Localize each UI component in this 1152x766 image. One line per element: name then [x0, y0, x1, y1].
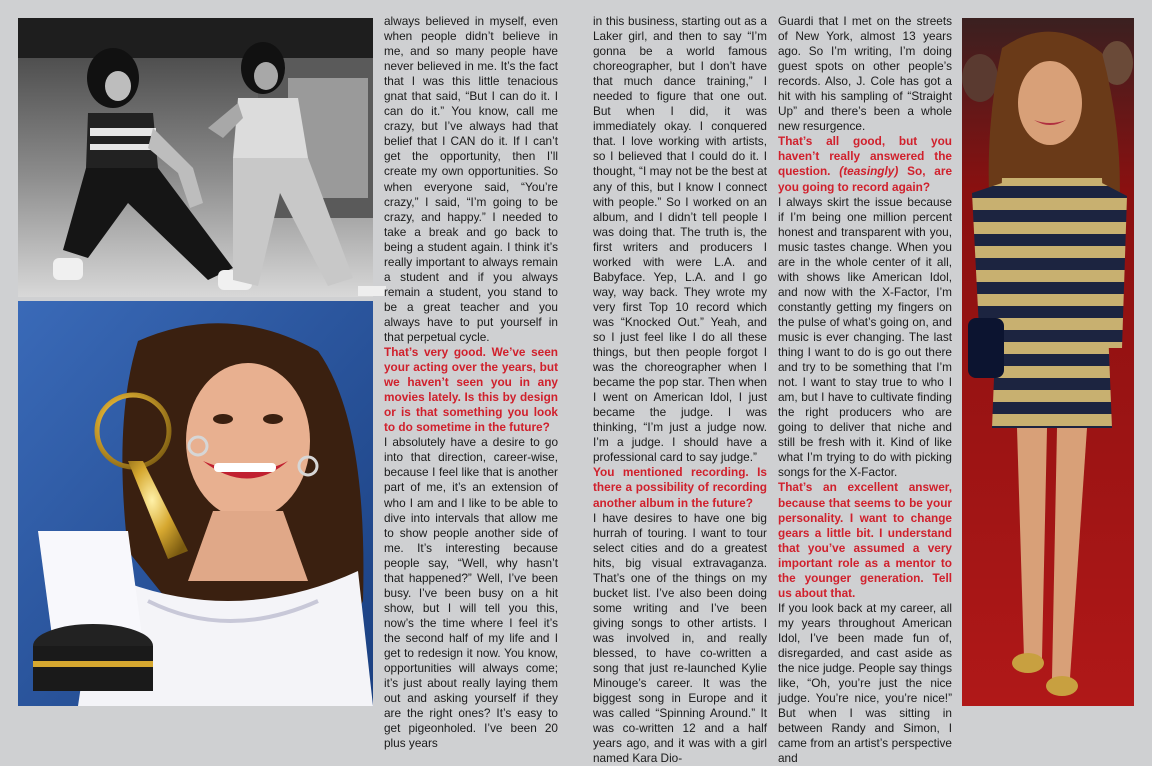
answer-paragraph: Guardi that I met on the streets of New York, almost 13 years ago. So I’m writing, I’m doing guest spots on other people’s records. Also, J. Cole has got a hit with his sampling of “Straight Up” and there’s been a whole new resurgence. — [778, 14, 952, 134]
question-paragraph: That’s all good, but you haven’t really answered the question. (teasingly) So, are you going to record again? — [778, 134, 953, 194]
aside-note: (teasingly) — [839, 164, 899, 179]
red-carpet-photo — [962, 18, 1134, 706]
text-column-2 — [593, 14, 767, 766]
text-column-3 — [778, 14, 953, 766]
answer-paragraph: I absolutely have a desire to go into that direction, career-wise, because I feel like that is another part of me, it’s an extension of who I am and I like to be able to dive into intervals that allow me to show people another side of me. It’s interesting because people say, “Well, why hasn’t that happened?” Well, I’ve been busy. I’ve been busy on a hit show, but I will tell you this, now’s the time where I feel it’s the second half of my life and I get to redesign it now. You know, opportunities will always come; it’s just about really laying them out and asking yourself if they are the right ones? It’s easy to get pigeonholed. I’ve been 20 plus years — [384, 435, 558, 751]
answer-paragraph: If you look back at my career, all my years throughout American Idol, I’ve been made fun of, disregarded, and cast aside as the nice judge. People say things like, “Oh, you’re just the nice judge. You’re nice, you’re nice!” But when I was sitting in between Randy and Simon, I came from an artist’s perspective and — [778, 600, 952, 766]
award-photo — [18, 301, 373, 706]
question-paragraph: You mentioned recording. Is there a possibility of recording another album in the future? — [593, 465, 767, 510]
dance-photo — [18, 18, 373, 297]
answer-paragraph: I always skirt the issue because if I’m being one million percent honest and transparent with you, music tastes change. When you are in the whole center of it all, with shows like American Idol, and now with the X-Factor, I’m constantly getting my fingers on the pulse of what’s going on, and music is ever changing. The last thing I want to do is go out there and try to be something that I’m not. I want to stay true to who I am, but I have to cultivate finding the right producers who are going to deliver that niche and still be fresh with it. Kind of like what I’m trying to do with picking songs for the X-Factor. — [778, 194, 952, 480]
question-paragraph: That’s an excellent answer, because that seems to be your personality. I want to change gears a little bit. I understand that you’ve assumed a very important role as a mentor to the younger generation. Tell us about that. — [778, 480, 952, 600]
answer-paragraph: in this business, starting out as a Laker girl, and then to say “I’m gonna be a world famous choreographer, but I don’t have that much dance training,” I needed to figure that one out. But when I did, it was immediately okay. I conquered that. I love working with artists, so I believed that I could do it. I thought, “I may not be the best at any of this, but I know I connect with people.” So I worked on an album, and I didn’t tell people I was doing that. The truth is, the first writers and producers I worked with were L.A. and Babyface. Yep, L.A. and I go way, way back. They wrote my very first Top 10 record which was “Knocked Out.” Yeah, and so I just feel like I do all these things, but then people forgot I was the choreographer when I became the pop star. Then when I went on American Idol, I just became the judge. I was thinking, “I’m just a judge now. I’m a judge. I should have a professional card to say judge.” — [593, 14, 767, 465]
answer-paragraph: I have desires to have one big hurrah of touring. I want to tour select cities and do a greatest hits, big visual extravaganza. That’s one of the things on my bucket list. I’ve also been doing some writing and I’ve been giving songs to other artists. I was involved in, and really blessed, to have co-written a song that just re-launched Kylie Minouge’s career. It was the biggest song in Europe and it was called “Spinning Around.” It was co-written 12 and a half years ago, and it was with a girl named Kara Dio- — [593, 510, 767, 766]
text-column-1 — [384, 14, 558, 751]
answer-paragraph: always believed in myself, even when people didn’t believe in me, and so many people have never believed in me. It’s the fact that I was this little tenacious gnat that said, “But I can do it. I can do it.” You know, call me crazy, but I’ve always had that belief that I CAN do it. If I can’t get the opportunity, then I’ll create my own opportunities. So when everyone said, “You’re crazy,” I said, “I’m going to be crazy, and happy.” I needed to take a break and go back to being a student again. I think it’s really important to always remain a student and if you always remain a student, you stand to be a great teacher and you always have to put yourself in that perpetual cycle. — [384, 14, 558, 344]
question-paragraph: That’s very good. We’ve seen your acting over the years, but we haven’t seen you in any movies lately. Is this by design or is that something you look to do sometime in the future? — [384, 345, 558, 435]
